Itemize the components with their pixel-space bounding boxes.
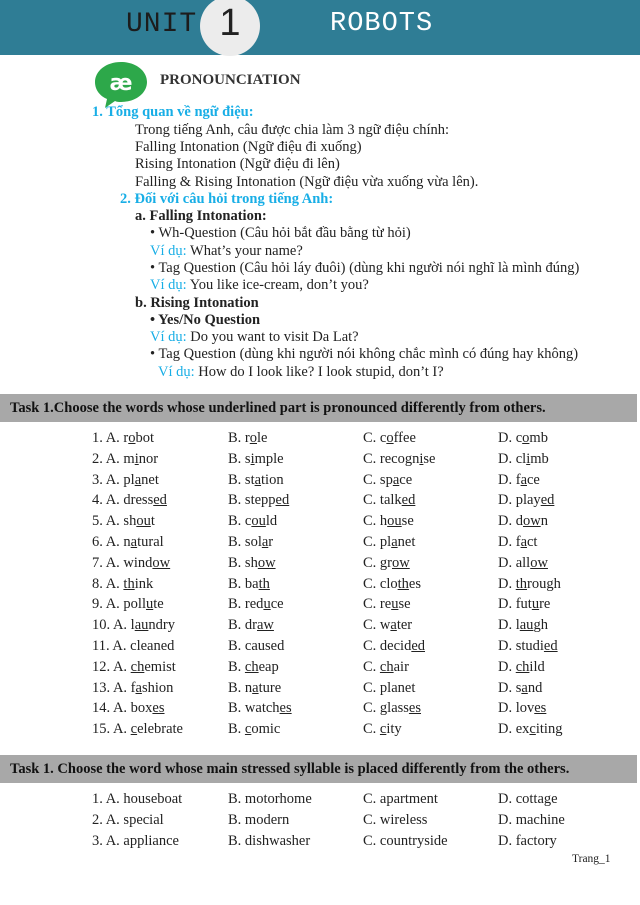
task1-option xyxy=(92,720,183,738)
example-text: How do I look like? I look stupid, don’t I? xyxy=(198,364,444,380)
word-part: se xyxy=(398,596,411,613)
bullet-item: • Tag Question (dùng khi người nói không chắc mình có đúng hay không) xyxy=(150,346,579,362)
section1-line: Trong tiếng Anh, câu được chia làm 3 ngữ điệu chính: xyxy=(135,122,450,138)
word-part: B. xyxy=(228,721,245,738)
underlined-part: c xyxy=(244,721,252,738)
task1-option xyxy=(498,658,545,676)
word-part: C. talk xyxy=(363,492,402,509)
word-part: ce xyxy=(399,471,413,488)
word-part: re xyxy=(539,596,551,613)
task1-option xyxy=(363,491,415,509)
word-part: bot xyxy=(135,430,155,446)
word-part: D. f xyxy=(498,471,521,488)
task2-option: 2. A. special xyxy=(92,812,164,828)
task1-option xyxy=(228,450,284,468)
word-part: D. d xyxy=(498,513,523,530)
word-part: ity xyxy=(386,721,402,738)
task1-option xyxy=(363,699,421,717)
word-part: es xyxy=(408,575,422,592)
task1-option xyxy=(92,575,153,593)
task1-option xyxy=(498,595,550,613)
word-part: te xyxy=(153,596,164,613)
task1-option xyxy=(228,658,279,676)
word-part: 3. A. pl xyxy=(92,471,135,488)
task2-option: 3. A. appliance xyxy=(92,833,179,849)
section2-heading: 2. Đối với câu hỏi trong tiếng Anh: xyxy=(120,191,334,207)
task1-option xyxy=(92,658,176,676)
word-part: eap xyxy=(258,658,279,675)
unit-label: UNIT xyxy=(126,9,198,40)
task1-option xyxy=(363,575,421,593)
word-part: B. r xyxy=(228,430,250,446)
task1-option xyxy=(363,554,410,572)
task1-option xyxy=(228,575,270,593)
example-line xyxy=(150,329,359,346)
word-part: B. caused xyxy=(228,638,285,654)
task1-option xyxy=(363,471,412,489)
word-part: 10. A. l xyxy=(92,617,135,634)
underlined-part: ou xyxy=(136,513,151,530)
word-part: C. pl xyxy=(363,534,392,550)
underlined-part: ed xyxy=(411,638,426,654)
task1-option xyxy=(228,595,284,613)
task1-option xyxy=(92,491,167,509)
word-part: 9. A. poll xyxy=(92,596,146,613)
word-part: 6. A. n xyxy=(92,534,131,550)
example-text: You like ice-cream, don’t you? xyxy=(189,277,369,293)
word-part: 14. A. box xyxy=(92,700,153,717)
word-part: rough xyxy=(527,575,561,592)
underlined-part: aw xyxy=(257,617,274,634)
task2-option: B. motorhome xyxy=(228,791,312,807)
underlined-part: u xyxy=(263,596,271,613)
word-part: B. watch xyxy=(228,700,280,717)
task1-option xyxy=(498,637,558,655)
underlined-part: au xyxy=(519,617,534,634)
word-part: B. dr xyxy=(228,617,257,634)
underlined-part: th xyxy=(397,575,409,592)
word-part: C. h xyxy=(363,513,388,530)
underlined-part: ed xyxy=(401,492,416,509)
word-part: 5. A. sh xyxy=(92,513,137,530)
word-part: C. xyxy=(363,721,380,738)
underlined-part: ed xyxy=(540,492,555,509)
word-part: B. sh xyxy=(228,554,258,571)
word-part: B. n xyxy=(228,679,253,696)
word-part: ffee xyxy=(393,430,416,446)
word-part: D. all xyxy=(498,554,531,571)
task1-option xyxy=(228,679,281,697)
word-part: shion xyxy=(141,679,174,696)
task1-option xyxy=(228,554,276,572)
task1-option xyxy=(228,471,284,489)
task1-option xyxy=(363,533,415,551)
underlined-part: c xyxy=(379,721,387,738)
word-part: 15. A. xyxy=(92,721,131,738)
word-part: ld xyxy=(265,513,278,530)
task2-option: B. dishwasher xyxy=(228,833,311,849)
unit-header xyxy=(0,0,640,55)
task1-option xyxy=(363,429,416,447)
word-part: 2. A. m xyxy=(92,450,135,467)
word-part: D. ex xyxy=(498,721,530,738)
word-part: ink xyxy=(134,575,154,592)
underlined-part: ow xyxy=(522,513,541,530)
underlined-part: a xyxy=(520,534,527,550)
word-part: C. clo xyxy=(363,575,398,592)
word-part: 11. A. cleaned xyxy=(92,638,175,654)
task1-option xyxy=(498,699,546,717)
underlined-part: a xyxy=(254,471,262,488)
word-part: air xyxy=(393,658,409,675)
word-part: mple xyxy=(254,450,284,467)
underlined-part: au xyxy=(134,617,149,634)
word-part: C. planet xyxy=(363,679,416,696)
example-text: What’s your name? xyxy=(190,243,303,259)
word-part: r xyxy=(268,534,274,550)
example-text: Do you want to visit Da Lat? xyxy=(190,329,359,345)
page-number: Trang_1 xyxy=(572,853,611,865)
task1-option xyxy=(363,720,402,738)
word-part: B. stepp xyxy=(228,492,276,509)
task1-option xyxy=(228,637,284,655)
underlined-part: u xyxy=(391,596,399,613)
underlined-part: i xyxy=(419,450,424,467)
word-part: B. xyxy=(228,658,245,675)
word-part: nor xyxy=(138,450,159,467)
word-part: tural xyxy=(137,534,164,550)
word-part: tion xyxy=(261,471,284,488)
word-part: mb xyxy=(529,430,548,446)
word-part: gh xyxy=(533,617,548,634)
word-part: net xyxy=(141,471,159,488)
underlined-part: ed xyxy=(543,638,558,654)
task1-option xyxy=(363,450,436,468)
example-line xyxy=(150,277,369,294)
word-part: D. xyxy=(498,658,516,675)
example-label: Ví dụ: xyxy=(150,329,187,345)
task1-bar xyxy=(0,394,637,422)
rising-intonation-title: b. Rising Intonation xyxy=(135,295,259,311)
bullet-item: • Yes/No Question xyxy=(150,312,261,328)
word-part: B. sol xyxy=(228,534,262,550)
task1-option xyxy=(498,491,554,509)
section1-line: Falling Intonation (Ngữ điệu đi xuống) xyxy=(135,139,362,155)
word-part: D. lov xyxy=(498,700,535,717)
word-part: se xyxy=(423,450,436,467)
word-part: 1. A. r xyxy=(92,430,129,446)
task2-bar xyxy=(0,755,637,783)
task2-option: C. countryside xyxy=(363,833,448,849)
task2-option: D. factory xyxy=(498,833,557,849)
underlined-part: c xyxy=(529,721,536,738)
task1-option xyxy=(228,491,289,509)
task1-option xyxy=(498,554,548,572)
task1-option xyxy=(498,575,561,593)
underlined-part: ow xyxy=(392,554,410,571)
word-part: B. st xyxy=(228,471,255,488)
word-part: le xyxy=(257,430,268,446)
task1-option xyxy=(92,595,164,613)
word-part: ce xyxy=(270,596,284,613)
task1-option xyxy=(363,616,412,634)
task1-option xyxy=(498,429,548,447)
task2-option: C. wireless xyxy=(363,812,428,828)
underlined-part: ou xyxy=(251,513,266,530)
task1-option xyxy=(92,616,175,634)
word-part: elebrate xyxy=(137,721,183,738)
underlined-part: a xyxy=(261,534,269,550)
word-part: 4. A. dress xyxy=(92,492,154,509)
task1-option xyxy=(498,679,542,697)
unit-title: ROBOTS xyxy=(330,9,434,39)
underlined-part: ou xyxy=(387,513,402,530)
example-label: Ví dụ: xyxy=(150,243,187,259)
underlined-part: a xyxy=(520,471,527,488)
task1-option xyxy=(498,616,548,634)
word-part: ndry xyxy=(148,617,175,634)
underlined-part: th xyxy=(258,575,270,592)
unit-number: 1 xyxy=(219,2,241,44)
task2-option: B. modern xyxy=(228,812,290,828)
task1-option xyxy=(363,595,411,613)
task2-title: Task 1. Choose the word whose main stressed syllable is placed differently from the others. xyxy=(10,761,570,777)
underlined-part: ch xyxy=(379,658,394,675)
underlined-part: es xyxy=(279,700,292,717)
section1-line: Rising Intonation (Ngữ điệu đi lên) xyxy=(135,156,340,172)
word-part: D. studi xyxy=(498,638,544,654)
underlined-part: ch xyxy=(244,658,259,675)
underlined-part: i xyxy=(526,450,531,467)
word-part: D. play xyxy=(498,492,541,509)
underlined-part: ed xyxy=(275,492,290,509)
underlined-part: es xyxy=(152,700,165,717)
word-part: D. s xyxy=(498,679,522,696)
word-part: ce xyxy=(527,471,540,488)
word-part: C. w xyxy=(363,617,391,634)
word-part: iting xyxy=(535,721,563,738)
word-part: omic xyxy=(251,721,281,738)
task1-option xyxy=(498,533,537,551)
word-part: C. sp xyxy=(363,471,393,488)
underlined-part: u xyxy=(531,596,540,613)
word-part: ild xyxy=(529,658,545,675)
underlined-part: u xyxy=(145,596,154,613)
word-part: B. c xyxy=(228,513,252,530)
underlined-part: ch xyxy=(515,658,530,675)
underlined-part: a xyxy=(134,471,142,488)
word-part: nd xyxy=(527,679,543,696)
word-part: B. red xyxy=(228,596,264,613)
bullet-item: • Wh-Question (Câu hỏi bắt đầu bằng từ hỏi) xyxy=(150,225,411,241)
underlined-part: es xyxy=(408,700,422,717)
word-part: C. xyxy=(363,658,380,675)
word-part: n xyxy=(540,513,548,530)
word-part: se xyxy=(401,513,414,530)
section1-heading: 1. Tổng quan về ngữ điệu: xyxy=(92,104,254,120)
word-part: ct xyxy=(527,534,538,550)
word-part: 13. A. f xyxy=(92,679,136,696)
word-part: mb xyxy=(530,450,549,467)
word-part: C. gr xyxy=(363,554,392,571)
word-part: 7. A. wind xyxy=(92,554,153,571)
word-part: D. c xyxy=(498,430,523,446)
falling-intonation-title: a. Falling Intonation: xyxy=(135,208,267,224)
task1-option xyxy=(363,637,425,655)
task2-option: C. apartment xyxy=(363,791,438,807)
example-label: Ví dụ: xyxy=(158,364,195,380)
underlined-part: a xyxy=(252,679,259,696)
example-line xyxy=(158,364,444,381)
task1-option xyxy=(498,471,540,489)
task1-option xyxy=(363,679,415,697)
word-part: C. c xyxy=(363,430,387,446)
underlined-part: a xyxy=(130,534,138,550)
word-part: D. fut xyxy=(498,596,532,613)
word-part: B. ba xyxy=(228,575,259,592)
underlined-part: ed xyxy=(153,492,167,509)
svg-text:æ: æ xyxy=(109,71,133,96)
task1-option xyxy=(92,450,158,468)
example-line xyxy=(150,243,303,260)
word-part: D. l xyxy=(498,617,520,634)
task1-option xyxy=(92,637,174,655)
bullet-item: • Tag Question (Câu hỏi láy đuôi) (dùng khi người nói nghĩ là mình đúng) xyxy=(150,260,580,276)
word-part: B. s xyxy=(228,450,251,467)
underlined-part: a xyxy=(390,617,397,634)
ae-speech-bubble-icon xyxy=(93,60,149,110)
word-part: 12. A. xyxy=(92,658,131,675)
word-part: D. cl xyxy=(498,450,527,467)
underlined-part: a xyxy=(521,679,528,696)
task1-option xyxy=(363,512,414,530)
underlined-part: ow xyxy=(257,554,276,571)
task1-option xyxy=(92,533,164,551)
underlined-part: i xyxy=(134,450,139,467)
underlined-part: o xyxy=(386,430,394,446)
word-part: D. xyxy=(498,575,516,592)
underlined-part: ow xyxy=(530,554,548,571)
example-label: Ví dụ: xyxy=(150,277,187,293)
task1-option xyxy=(228,533,273,551)
task1-option xyxy=(498,450,549,468)
word-part: ter xyxy=(396,617,413,634)
section1-line: Falling & Rising Intonation (Ngữ điệu vừa xuống vừa lên). xyxy=(135,174,479,190)
task1-title: Task 1.Choose the words whose underlined part is pronounced differently from others. xyxy=(10,400,546,416)
word-part: C. glass xyxy=(363,700,409,717)
underlined-part: es xyxy=(534,700,547,717)
task1-option xyxy=(228,616,274,634)
task1-option xyxy=(363,658,409,676)
underlined-part: th xyxy=(123,575,135,592)
task1-option xyxy=(228,720,280,738)
word-part: D. f xyxy=(498,534,521,550)
underlined-part: o xyxy=(128,430,136,446)
underlined-part: a xyxy=(392,471,400,488)
underlined-part: a xyxy=(135,679,142,696)
word-part: emist xyxy=(144,658,176,675)
underlined-part: ch xyxy=(130,658,145,675)
task1-option xyxy=(92,699,165,717)
word-part: C. re xyxy=(363,596,392,613)
task1-option xyxy=(92,512,155,530)
underlined-part: o xyxy=(522,430,530,446)
task1-option xyxy=(228,429,267,447)
task1-option xyxy=(92,471,159,489)
underlined-part: i xyxy=(250,450,255,467)
underlined-part: a xyxy=(391,534,398,550)
task1-option xyxy=(92,429,154,447)
task1-option xyxy=(92,554,170,572)
task1-option xyxy=(92,679,173,697)
task1-option xyxy=(498,512,548,530)
task1-option xyxy=(228,699,292,717)
underlined-part: ow xyxy=(152,554,171,571)
task2-option: D. machine xyxy=(498,812,565,828)
word-part: t xyxy=(150,513,155,530)
word-part: C. recogn xyxy=(363,450,420,467)
word-part: net xyxy=(397,534,416,550)
word-part: C. decid xyxy=(363,638,412,654)
underlined-part: o xyxy=(249,430,257,446)
task1-option xyxy=(498,720,562,738)
task2-option: D. cottage xyxy=(498,791,558,807)
underlined-part: c xyxy=(130,721,138,738)
word-part: 8. A. xyxy=(92,575,124,592)
task1-option xyxy=(228,512,277,530)
word-part: ture xyxy=(258,679,282,696)
task2-option: 1. A. houseboat xyxy=(92,791,183,807)
pronunciation-title: PRONOUNCIATION xyxy=(160,72,301,88)
underlined-part: th xyxy=(515,575,528,592)
